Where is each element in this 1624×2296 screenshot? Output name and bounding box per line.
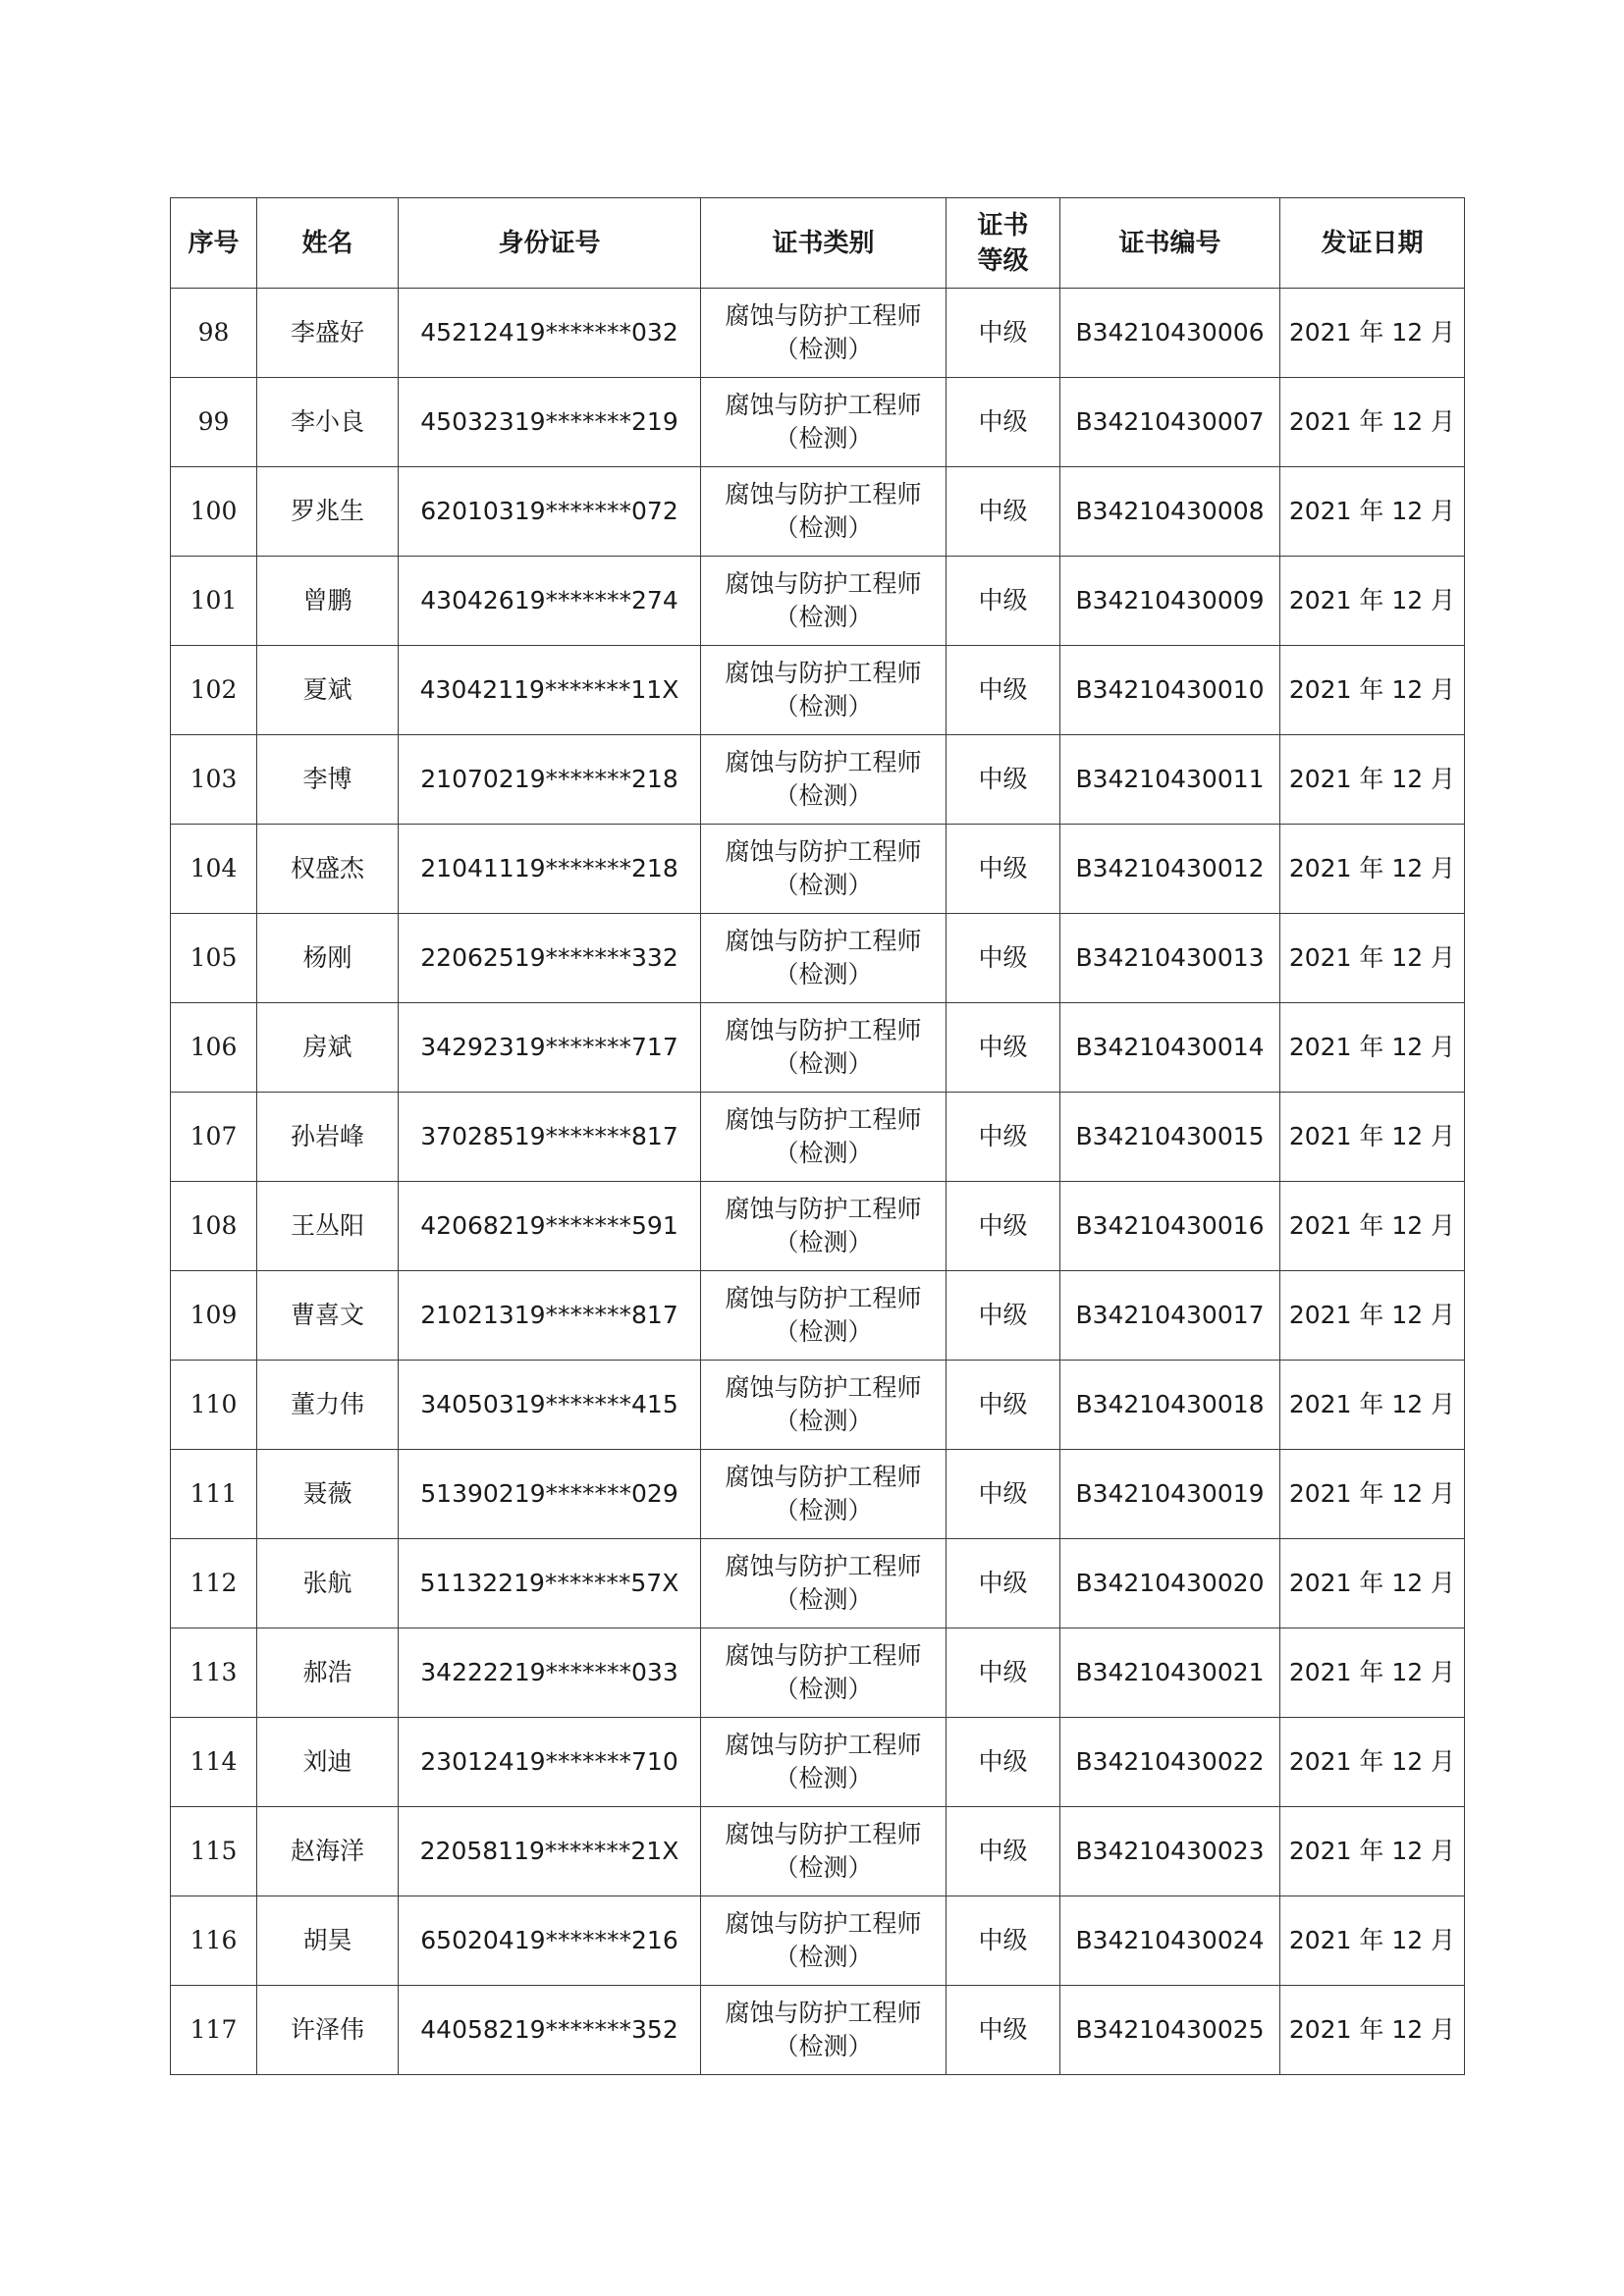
category-line1: 腐蚀与防护工程师 [725,1731,922,1759]
cell-grade: 中级 [947,914,1060,1003]
cell-grade: 中级 [947,1450,1060,1539]
table-row [171,1986,1465,2075]
cell-cert-no: B34210430017 [1060,1271,1280,1361]
cell-grade: 中级 [947,1896,1060,1986]
cell-issue-date: 2021 年 12 月 [1280,557,1465,646]
cell-cert-no: B34210430025 [1060,1986,1280,2075]
table-row [171,735,1465,825]
category-line1: 腐蚀与防护工程师 [725,569,922,598]
cell-name: 胡昊 [257,1896,399,1986]
cell-issue-date: 2021 年 12 月 [1280,289,1465,378]
cell-grade: 中级 [947,1182,1060,1271]
category-line1: 腐蚀与防护工程师 [725,1463,922,1491]
cell-cert-no: B34210430018 [1060,1361,1280,1450]
category-line2: （检测） [774,2032,873,2060]
cell-seq: 107 [171,1093,257,1182]
cell-grade: 中级 [947,557,1060,646]
cell-cert-no: B34210430024 [1060,1896,1280,1986]
cell-id-no: 34050319*******415 [399,1361,701,1450]
cell-issue-date: 2021 年 12 月 [1280,378,1465,467]
table-row [171,914,1465,1003]
category-line2: （检测） [774,1853,873,1882]
cell-name: 曾鹏 [257,557,399,646]
cell-cert-no: B34210430010 [1060,646,1280,735]
category-line1: 腐蚀与防护工程师 [725,1820,922,1848]
cell-seq: 106 [171,1003,257,1093]
cell-category [701,1450,947,1539]
cell-name: 张航 [257,1539,399,1629]
cell-cert-no: B34210430023 [1060,1807,1280,1896]
category-line2: （检测） [774,1943,873,1971]
cell-category [701,646,947,735]
cell-seq: 102 [171,646,257,735]
cell-issue-date: 2021 年 12 月 [1280,1003,1465,1093]
cell-seq: 113 [171,1629,257,1718]
cell-grade: 中级 [947,1539,1060,1629]
cell-cert-no: B34210430011 [1060,735,1280,825]
cell-name: 孙岩峰 [257,1093,399,1182]
cell-id-no: 34222219*******033 [399,1629,701,1718]
category-line1: 腐蚀与防护工程师 [725,301,922,330]
table-row [171,467,1465,557]
table-row [171,289,1465,378]
category-line1: 腐蚀与防护工程师 [725,1016,922,1044]
cell-grade: 中级 [947,467,1060,557]
cell-id-no: 37028519*******817 [399,1093,701,1182]
category-line2: （检测） [774,960,873,988]
cell-id-no: 22058119*******21X [399,1807,701,1896]
cell-cert-no: B34210430012 [1060,825,1280,914]
cell-seq: 110 [171,1361,257,1450]
category-line2: （检测） [774,1675,873,1703]
cell-seq: 115 [171,1807,257,1896]
category-line2: （检测） [774,1585,873,1614]
cell-issue-date: 2021 年 12 月 [1280,1896,1465,1986]
cell-seq: 109 [171,1271,257,1361]
cell-cert-no: B34210430020 [1060,1539,1280,1629]
cell-category [701,1986,947,2075]
table-body [171,289,1465,2075]
header-id-no: 身份证号 [399,198,701,289]
cell-cert-no: B34210430015 [1060,1093,1280,1182]
cell-issue-date: 2021 年 12 月 [1280,1093,1465,1182]
cell-seq: 114 [171,1718,257,1807]
cell-grade: 中级 [947,825,1060,914]
cell-category [701,1271,947,1361]
cell-issue-date: 2021 年 12 月 [1280,646,1465,735]
category-line1: 腐蚀与防护工程师 [725,1195,922,1223]
cell-seq: 105 [171,914,257,1003]
category-line1: 腐蚀与防护工程师 [725,837,922,866]
table-row [171,1361,1465,1450]
cell-cert-no: B34210430013 [1060,914,1280,1003]
header-grade [947,198,1060,289]
cell-issue-date: 2021 年 12 月 [1280,735,1465,825]
cell-id-no: 45032319*******219 [399,378,701,467]
cell-name: 郝浩 [257,1629,399,1718]
category-line1: 腐蚀与防护工程师 [725,1999,922,2027]
table-row [171,1093,1465,1182]
category-line2: （检测） [774,424,873,453]
cell-seq: 98 [171,289,257,378]
cell-cert-no: B34210430016 [1060,1182,1280,1271]
cell-grade: 中级 [947,646,1060,735]
cell-seq: 108 [171,1182,257,1271]
cell-id-no: 21070219*******218 [399,735,701,825]
table-row [171,378,1465,467]
header-row [171,198,1465,289]
header-name: 姓名 [257,198,399,289]
cell-name: 王丛阳 [257,1182,399,1271]
cell-category [701,557,947,646]
cell-id-no: 65020419*******216 [399,1896,701,1986]
header-cert-no: 证书编号 [1060,198,1280,289]
cell-name: 李博 [257,735,399,825]
cell-id-no: 21021319*******817 [399,1271,701,1361]
cell-cert-no: B34210430008 [1060,467,1280,557]
cell-seq: 112 [171,1539,257,1629]
cell-issue-date: 2021 年 12 月 [1280,1450,1465,1539]
category-line2: （检测） [774,1764,873,1792]
cell-name: 董力伟 [257,1361,399,1450]
category-line1: 腐蚀与防护工程师 [725,659,922,687]
cell-id-no: 44058219*******352 [399,1986,701,2075]
cell-category [701,914,947,1003]
cell-issue-date: 2021 年 12 月 [1280,914,1465,1003]
cell-id-no: 42068219*******591 [399,1182,701,1271]
category-line2: （检测） [774,1317,873,1346]
cell-id-no: 43042619*******274 [399,557,701,646]
cell-seq: 104 [171,825,257,914]
category-line2: （检测） [774,603,873,631]
header-seq: 序号 [171,198,257,289]
category-line2: （检测） [774,781,873,810]
category-line1: 腐蚀与防护工程师 [725,1641,922,1670]
category-line2: （检测） [774,1139,873,1167]
category-line1: 腐蚀与防护工程师 [725,1552,922,1580]
cell-name: 赵海洋 [257,1807,399,1896]
cell-issue-date: 2021 年 12 月 [1280,1361,1465,1450]
cell-cert-no: B34210430019 [1060,1450,1280,1539]
cell-issue-date: 2021 年 12 月 [1280,1718,1465,1807]
cell-issue-date: 2021 年 12 月 [1280,1182,1465,1271]
cell-cert-no: B34210430021 [1060,1629,1280,1718]
category-line1: 腐蚀与防护工程师 [725,1105,922,1134]
cell-name: 房斌 [257,1003,399,1093]
cell-category [701,735,947,825]
cell-name: 曹喜文 [257,1271,399,1361]
cell-category [701,1539,947,1629]
cell-category [701,1361,947,1450]
cell-category [701,1182,947,1271]
cell-grade: 中级 [947,1629,1060,1718]
cell-category [701,825,947,914]
cell-name: 罗兆生 [257,467,399,557]
cell-grade: 中级 [947,1271,1060,1361]
cell-issue-date: 2021 年 12 月 [1280,467,1465,557]
table-row [171,1629,1465,1718]
cell-issue-date: 2021 年 12 月 [1280,1629,1465,1718]
cell-seq: 116 [171,1896,257,1986]
cell-seq: 103 [171,735,257,825]
table-header [171,198,1465,289]
cell-grade: 中级 [947,289,1060,378]
table-row [171,1807,1465,1896]
cell-id-no: 21041119*******218 [399,825,701,914]
category-line1: 腐蚀与防护工程师 [725,1373,922,1402]
cell-id-no: 45212419*******032 [399,289,701,378]
cell-seq: 99 [171,378,257,467]
cell-issue-date: 2021 年 12 月 [1280,1807,1465,1896]
cell-id-no: 43042119*******11X [399,646,701,735]
category-line2: （检测） [774,692,873,721]
cell-seq: 111 [171,1450,257,1539]
header-grade-line1: 证书 [977,210,1029,240]
category-line2: （检测） [774,335,873,363]
cell-issue-date: 2021 年 12 月 [1280,1271,1465,1361]
cell-category [701,1093,947,1182]
cell-category [701,1629,947,1718]
table-row [171,1182,1465,1271]
cell-cert-no: B34210430006 [1060,289,1280,378]
table-row [171,1896,1465,1986]
table-row [171,1450,1465,1539]
cell-category [701,1896,947,1986]
cell-grade: 中级 [947,1361,1060,1450]
header-category: 证书类别 [701,198,947,289]
cell-cert-no: B34210430022 [1060,1718,1280,1807]
cell-category [701,467,947,557]
cell-grade: 中级 [947,1718,1060,1807]
cell-grade: 中级 [947,378,1060,467]
table-row [171,1539,1465,1629]
table-row [171,1003,1465,1093]
cell-cert-no: B34210430007 [1060,378,1280,467]
cell-id-no: 51390219*******029 [399,1450,701,1539]
cell-seq: 100 [171,467,257,557]
category-line1: 腐蚀与防护工程师 [725,748,922,776]
header-grade-line2: 等级 [977,245,1029,276]
table-row [171,1271,1465,1361]
category-line2: （检测） [774,513,873,542]
cell-cert-no: B34210430014 [1060,1003,1280,1093]
cell-grade: 中级 [947,1093,1060,1182]
cell-seq: 117 [171,1986,257,2075]
cell-name: 权盛杰 [257,825,399,914]
cell-issue-date: 2021 年 12 月 [1280,1986,1465,2075]
certificate-table [170,197,1465,2075]
cell-category [701,378,947,467]
cell-grade: 中级 [947,735,1060,825]
category-line1: 腐蚀与防护工程师 [725,391,922,419]
category-line1: 腐蚀与防护工程师 [725,480,922,508]
table-row [171,646,1465,735]
cell-name: 杨刚 [257,914,399,1003]
cell-category [701,289,947,378]
cell-cert-no: B34210430009 [1060,557,1280,646]
category-line1: 腐蚀与防护工程师 [725,927,922,955]
cell-grade: 中级 [947,1003,1060,1093]
cell-id-no: 22062519*******332 [399,914,701,1003]
category-line2: （检测） [774,871,873,899]
cell-issue-date: 2021 年 12 月 [1280,825,1465,914]
cell-grade: 中级 [947,1986,1060,2075]
cell-category [701,1003,947,1093]
category-line2: （检测） [774,1228,873,1256]
cell-name: 聂薇 [257,1450,399,1539]
cell-category [701,1807,947,1896]
category-line1: 腐蚀与防护工程师 [725,1909,922,1938]
cell-seq: 101 [171,557,257,646]
cell-id-no: 62010319*******072 [399,467,701,557]
category-line2: （检测） [774,1496,873,1524]
table-row [171,557,1465,646]
cell-name: 李小良 [257,378,399,467]
cell-name: 李盛好 [257,289,399,378]
cell-category [701,1718,947,1807]
cell-id-no: 23012419*******710 [399,1718,701,1807]
cell-issue-date: 2021 年 12 月 [1280,1539,1465,1629]
cell-grade: 中级 [947,1807,1060,1896]
cell-name: 刘迪 [257,1718,399,1807]
header-issue-date: 发证日期 [1280,198,1465,289]
table-row [171,1718,1465,1807]
category-line2: （检测） [774,1407,873,1435]
cell-name: 夏斌 [257,646,399,735]
cell-name: 许泽伟 [257,1986,399,2075]
cell-id-no: 34292319*******717 [399,1003,701,1093]
table-row [171,825,1465,914]
category-line2: （检测） [774,1049,873,1078]
cell-id-no: 51132219*******57X [399,1539,701,1629]
category-line1: 腐蚀与防护工程师 [725,1284,922,1312]
